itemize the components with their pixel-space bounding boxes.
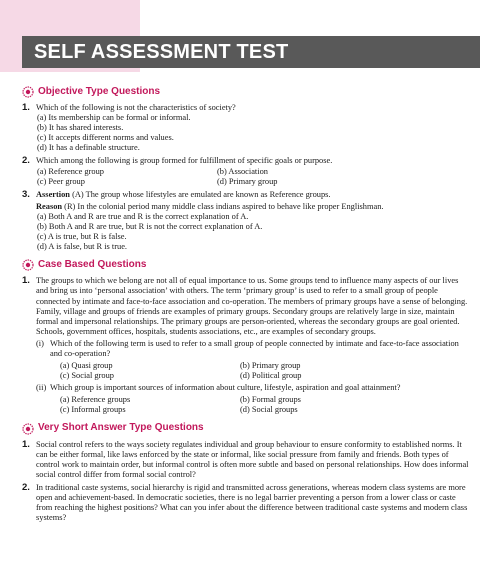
- option-d: (d) Primary group: [217, 176, 278, 186]
- short-section-header: [22, 423, 472, 435]
- objective-section-title: Objective Type Questions: [38, 85, 161, 97]
- question-number: 1.: [22, 438, 30, 450]
- question-number: 2.: [22, 481, 30, 493]
- question-number: 1.: [22, 102, 30, 113]
- option-b: (b) Both A and R are true, but R is not the correct explanation of A.: [37, 222, 263, 232]
- page-title: SELF ASSESSMENT TEST: [34, 41, 289, 63]
- option-c: (c) A is true, but R is false.: [37, 232, 127, 242]
- case-subq-ii: [36, 383, 472, 415]
- case-section-header: [22, 259, 472, 271]
- assertion-label: Assertion: [36, 189, 70, 199]
- option-c: (c) It accepts different norms and values.: [37, 133, 174, 143]
- option-a: (a) Reference group: [37, 166, 104, 176]
- option-b: (b) It has shared interests.: [37, 123, 124, 133]
- option-b: (b) Association: [217, 166, 268, 176]
- question-number: 2.: [22, 155, 30, 167]
- option-a: (a) Reference groups: [60, 395, 131, 405]
- option-a: (a) Both A and R are true and R is the correct explanation of A.: [37, 211, 249, 221]
- question-number: 3.: [22, 188, 30, 200]
- option-d: (d) Social groups: [240, 405, 298, 415]
- content: [22, 86, 472, 526]
- short-section-title: Very Short Answer Type Questions: [38, 422, 204, 434]
- assertion-line: [36, 190, 472, 200]
- case-subq-i: [36, 339, 472, 381]
- question-number: 1.: [22, 275, 30, 287]
- subquestion-number: (ii): [36, 383, 47, 393]
- objective-q3: [22, 190, 472, 253]
- reason-label: Reason: [36, 201, 63, 211]
- subquestion-text: Which of the following term is used to refer to a small group of people connected by intimate and face-to-face association and co-operation?: [50, 338, 459, 358]
- option-d: (d) A is false, but R is true.: [37, 242, 128, 252]
- option-b: (b) Primary group: [240, 361, 301, 371]
- short-q2: [22, 483, 472, 523]
- objective-q1: [22, 103, 472, 153]
- reason-text: (R) In the colonial period many middle class indians aspired to behave like proper Englishman.: [62, 201, 384, 211]
- reason-line: [36, 202, 472, 212]
- case-paragraph: The groups to which we belong are not all of equal importance to us. Some groups tend to influence many aspects of our lives and bring us into ‘personal association’ with others. The term ‘primary group’ is used to refer to a small group of people connected by intimate and face-to-face association and co-operation. The members of primary groups have a sense of belonging. Family, village and groups of friends are examples of primary groups. Secondary groups are relatively large in size, maintain formal and impersonal relationships. The primary groups are person-oriented, whereas the secondary groups are goal oriented. Schools, government offices, hospitals, students associations, etc., are examples of secondary groups.: [36, 276, 468, 336]
- option-c: (c) Informal groups: [60, 405, 126, 415]
- question-text: Social control refers to the ways society regulates individual and group behaviour to ensure conformity to established norms. It can be either formal, like laws enforced by the state or informal, like social pressure from family and friends. Both types of control work to maintain order, but informal control is often more subtle and based on personal relationships. How does informal social control differ from formal social control?: [36, 439, 469, 479]
- objective-section-header: [22, 86, 472, 98]
- question-text: Which of the following is not the characteristics of society?: [36, 103, 236, 112]
- option-a: (a) Its membership can be formal or informal.: [37, 113, 191, 123]
- option-c: (c) Social group: [60, 371, 114, 381]
- option-b: (b) Formal groups: [240, 395, 301, 405]
- option-a: (a) Quasi group: [60, 361, 113, 371]
- subquestion-text: Which group is important sources of information about culture, lifestyle, aspiration and goal attainment?: [50, 383, 401, 393]
- pink-wreath-icon: [22, 423, 34, 435]
- short-q1: [22, 440, 472, 480]
- question-text: In traditional caste systems, social hierarchy is rigid and transmitted across generations, whereas modern class systems are more open and achievement-based. In democratic societies, there is no legal barrier preventing a person from a lower class or caste from reaching the highest positions? What can you infer about the difference between traditional caste systems and modern class systems?: [36, 482, 468, 523]
- assertion-text: (A) The group whose lifestyles are emulated are known as Reference groups.: [69, 189, 331, 199]
- case-q1: [22, 276, 472, 415]
- option-d: (d) Political group: [240, 371, 302, 381]
- pink-wreath-icon: [22, 259, 34, 271]
- option-c: (c) Peer group: [37, 176, 85, 186]
- question-text: Which among the following is group formed for fulfillment of specific goals or purpose.: [36, 156, 333, 166]
- title-bar: [22, 36, 480, 68]
- objective-q2: [22, 156, 472, 186]
- case-section-title: Case Based Questions: [38, 259, 147, 271]
- pink-wreath-icon: [22, 86, 34, 98]
- subquestion-number: (i): [36, 338, 44, 348]
- option-d: (d) It has a definable structure.: [37, 143, 140, 153]
